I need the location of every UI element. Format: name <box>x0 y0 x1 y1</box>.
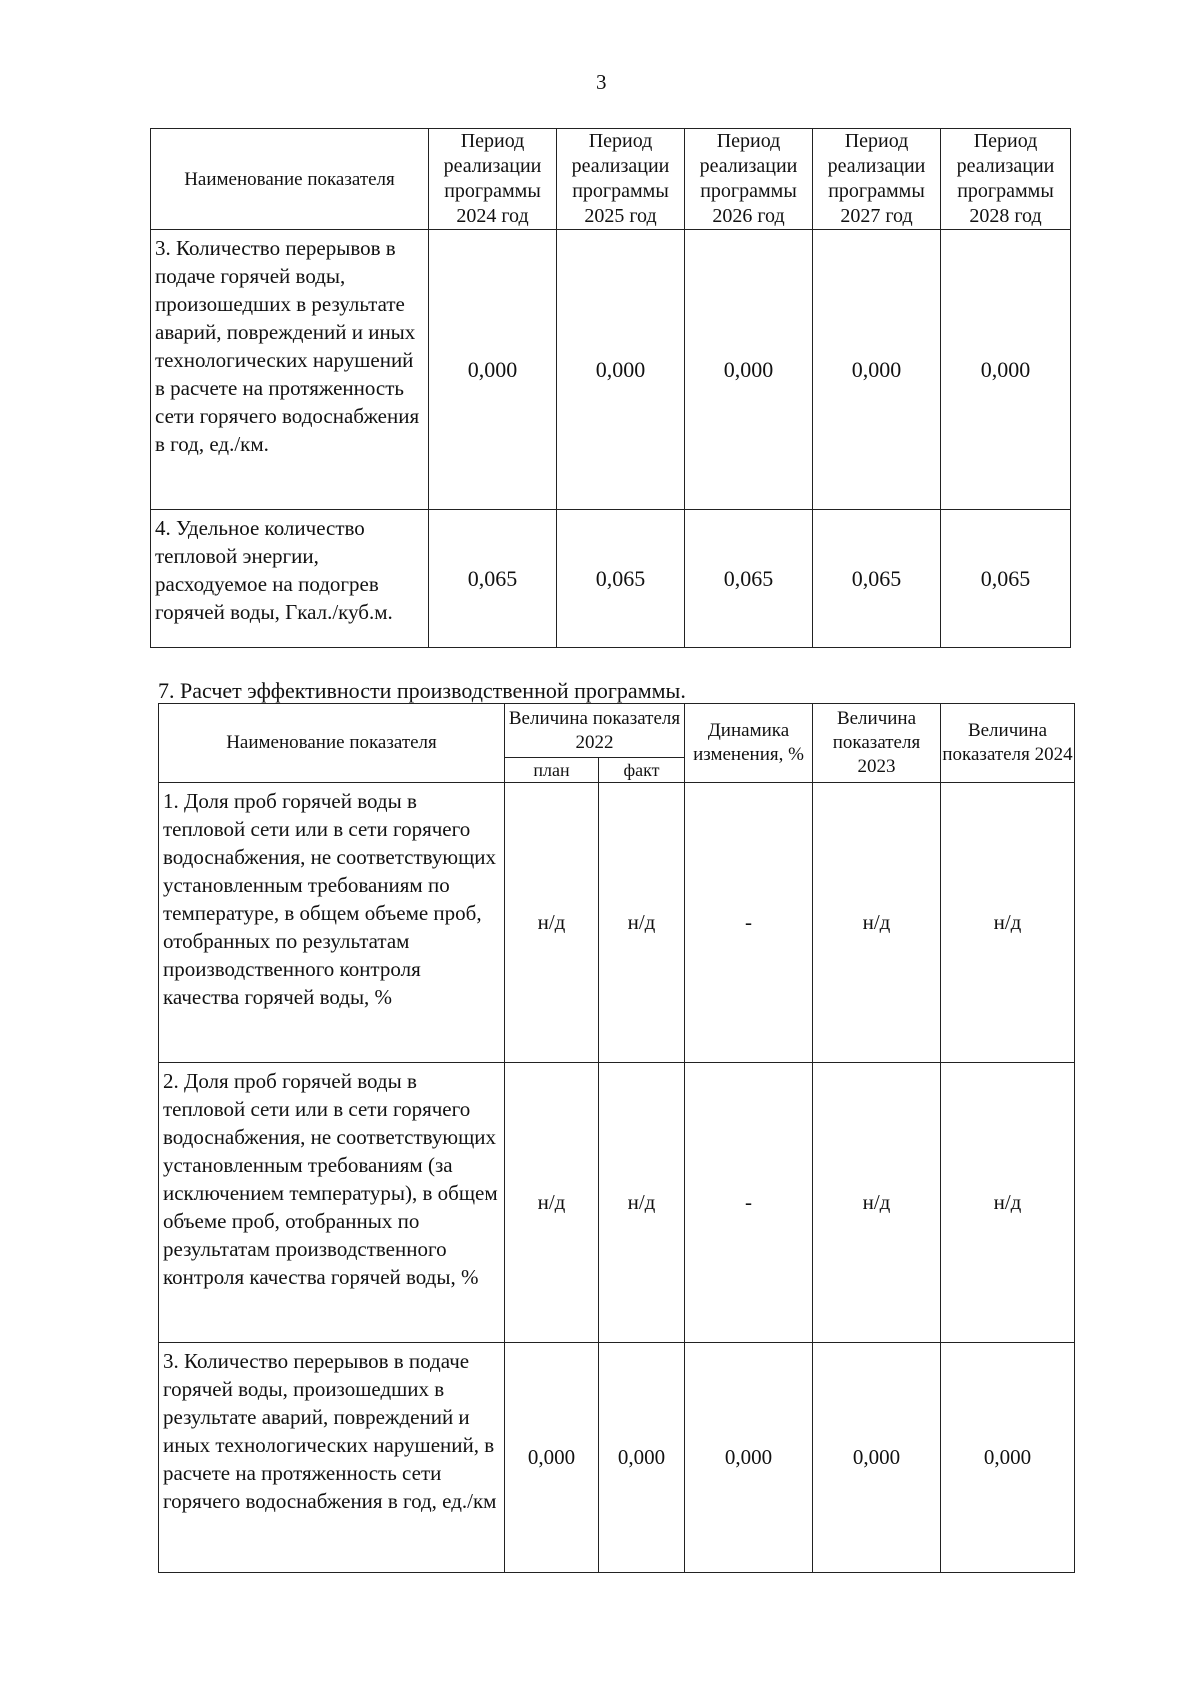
table2-row1-2024: н/д <box>941 783 1075 1063</box>
table-row <box>159 1063 1075 1343</box>
table1-row4-2024: 0,065 <box>429 510 557 648</box>
table2-header-dynamics: Динамика изменения, % <box>685 704 813 783</box>
table1-row3-2026: 0,000 <box>685 230 813 510</box>
table2-row2-dynamics: - <box>685 1063 813 1343</box>
table2-row3-dynamics: 0,000 <box>685 1343 813 1573</box>
table1-header-row <box>151 129 1071 230</box>
table2-row2-2024: н/д <box>941 1063 1075 1343</box>
table2-row1-fact: н/д <box>599 783 685 1063</box>
table1-row3-2027: 0,000 <box>813 230 941 510</box>
table1-header-2024: Период реализации программы 2024 год <box>429 129 557 230</box>
table1-header-2027: Период реализации программы 2027 год <box>813 129 941 230</box>
table2-header-plan: план <box>505 758 599 783</box>
table2-header-2023: Величина показателя 2023 <box>813 704 941 783</box>
table2-row2-plan: н/д <box>505 1063 599 1343</box>
table1-row3-name: 3. Количество перерывов в подаче горячей воды, произошедших в результате аварий, повреждений и иных технологических нарушений в расчете на протяженность сети горячего водоснабжения в год, ед./км. <box>151 230 429 510</box>
table2-row1-dynamics: - <box>685 783 813 1063</box>
table1-row4-2025: 0,065 <box>557 510 685 648</box>
table1-row3-2024: 0,000 <box>429 230 557 510</box>
table2-row3-name: 3. Количество перерывов в подаче горячей воды, произошедших в результате аварий, повреждений и иных технологических нарушений, в расчете на протяженность сети горячего водоснабжения в год, ед./км <box>159 1343 505 1573</box>
table-row <box>159 783 1075 1063</box>
table1-header-2025: Период реализации программы 2025 год <box>557 129 685 230</box>
table1-header-2026: Период реализации программы 2026 год <box>685 129 813 230</box>
table1-row4-2026: 0,065 <box>685 510 813 648</box>
table2-row2-fact: н/д <box>599 1063 685 1343</box>
table2-row1-plan: н/д <box>505 783 599 1063</box>
table2-row1-name: 1. Доля проб горячей воды в тепловой сети или в сети горячего водоснабжения, не соответствующих установленным требованиям по температуре, в общем объеме проб, отобранных по результатам производственного контроля качества горячей воды, % <box>159 783 505 1063</box>
table2-row3-fact: 0,000 <box>599 1343 685 1573</box>
table1-row3-2028: 0,000 <box>941 230 1071 510</box>
page-number: 3 <box>596 70 607 94</box>
table2-header-2022: Величина показателя 2022 <box>505 704 685 758</box>
table2-row3-2023: 0,000 <box>813 1343 941 1573</box>
table2-header-name: Наименование показателя <box>159 704 505 783</box>
table-row <box>159 1343 1075 1573</box>
section-title: 7. Расчет эффективности производственной программы. <box>158 678 686 703</box>
table2-header-fact: факт <box>599 758 685 783</box>
table2-header-row <box>159 704 1075 758</box>
indicators-table-2024-2028 <box>150 128 1071 648</box>
table1-header-2028: Период реализации программы 2028 год <box>941 129 1071 230</box>
table2-row2-2023: н/д <box>813 1063 941 1343</box>
table1-header-name: Наименование показателя <box>151 129 429 230</box>
table2-row1-2023: н/д <box>813 783 941 1063</box>
table2-row2-name: 2. Доля проб горячей воды в тепловой сети или в сети горячего водоснабжения, не соответствующих установленным требованиям (за исключением температуры), в общем объеме проб, отобранных по результатам производственного контроля качества горячей воды, % <box>159 1063 505 1343</box>
table-row <box>151 230 1071 510</box>
table2-header-2024: Величина показателя 2024 <box>941 704 1075 783</box>
table1-row4-name: 4. Удельное количество тепловой энергии, расходуемое на подогрев горячей воды, Гкал./куб.м. <box>151 510 429 648</box>
table1-row3-2025: 0,000 <box>557 230 685 510</box>
efficiency-table <box>158 703 1075 1573</box>
table1-row4-2027: 0,065 <box>813 510 941 648</box>
table-row <box>151 510 1071 648</box>
table2-row3-2024: 0,000 <box>941 1343 1075 1573</box>
table1-row4-2028: 0,065 <box>941 510 1071 648</box>
table2-row3-plan: 0,000 <box>505 1343 599 1573</box>
